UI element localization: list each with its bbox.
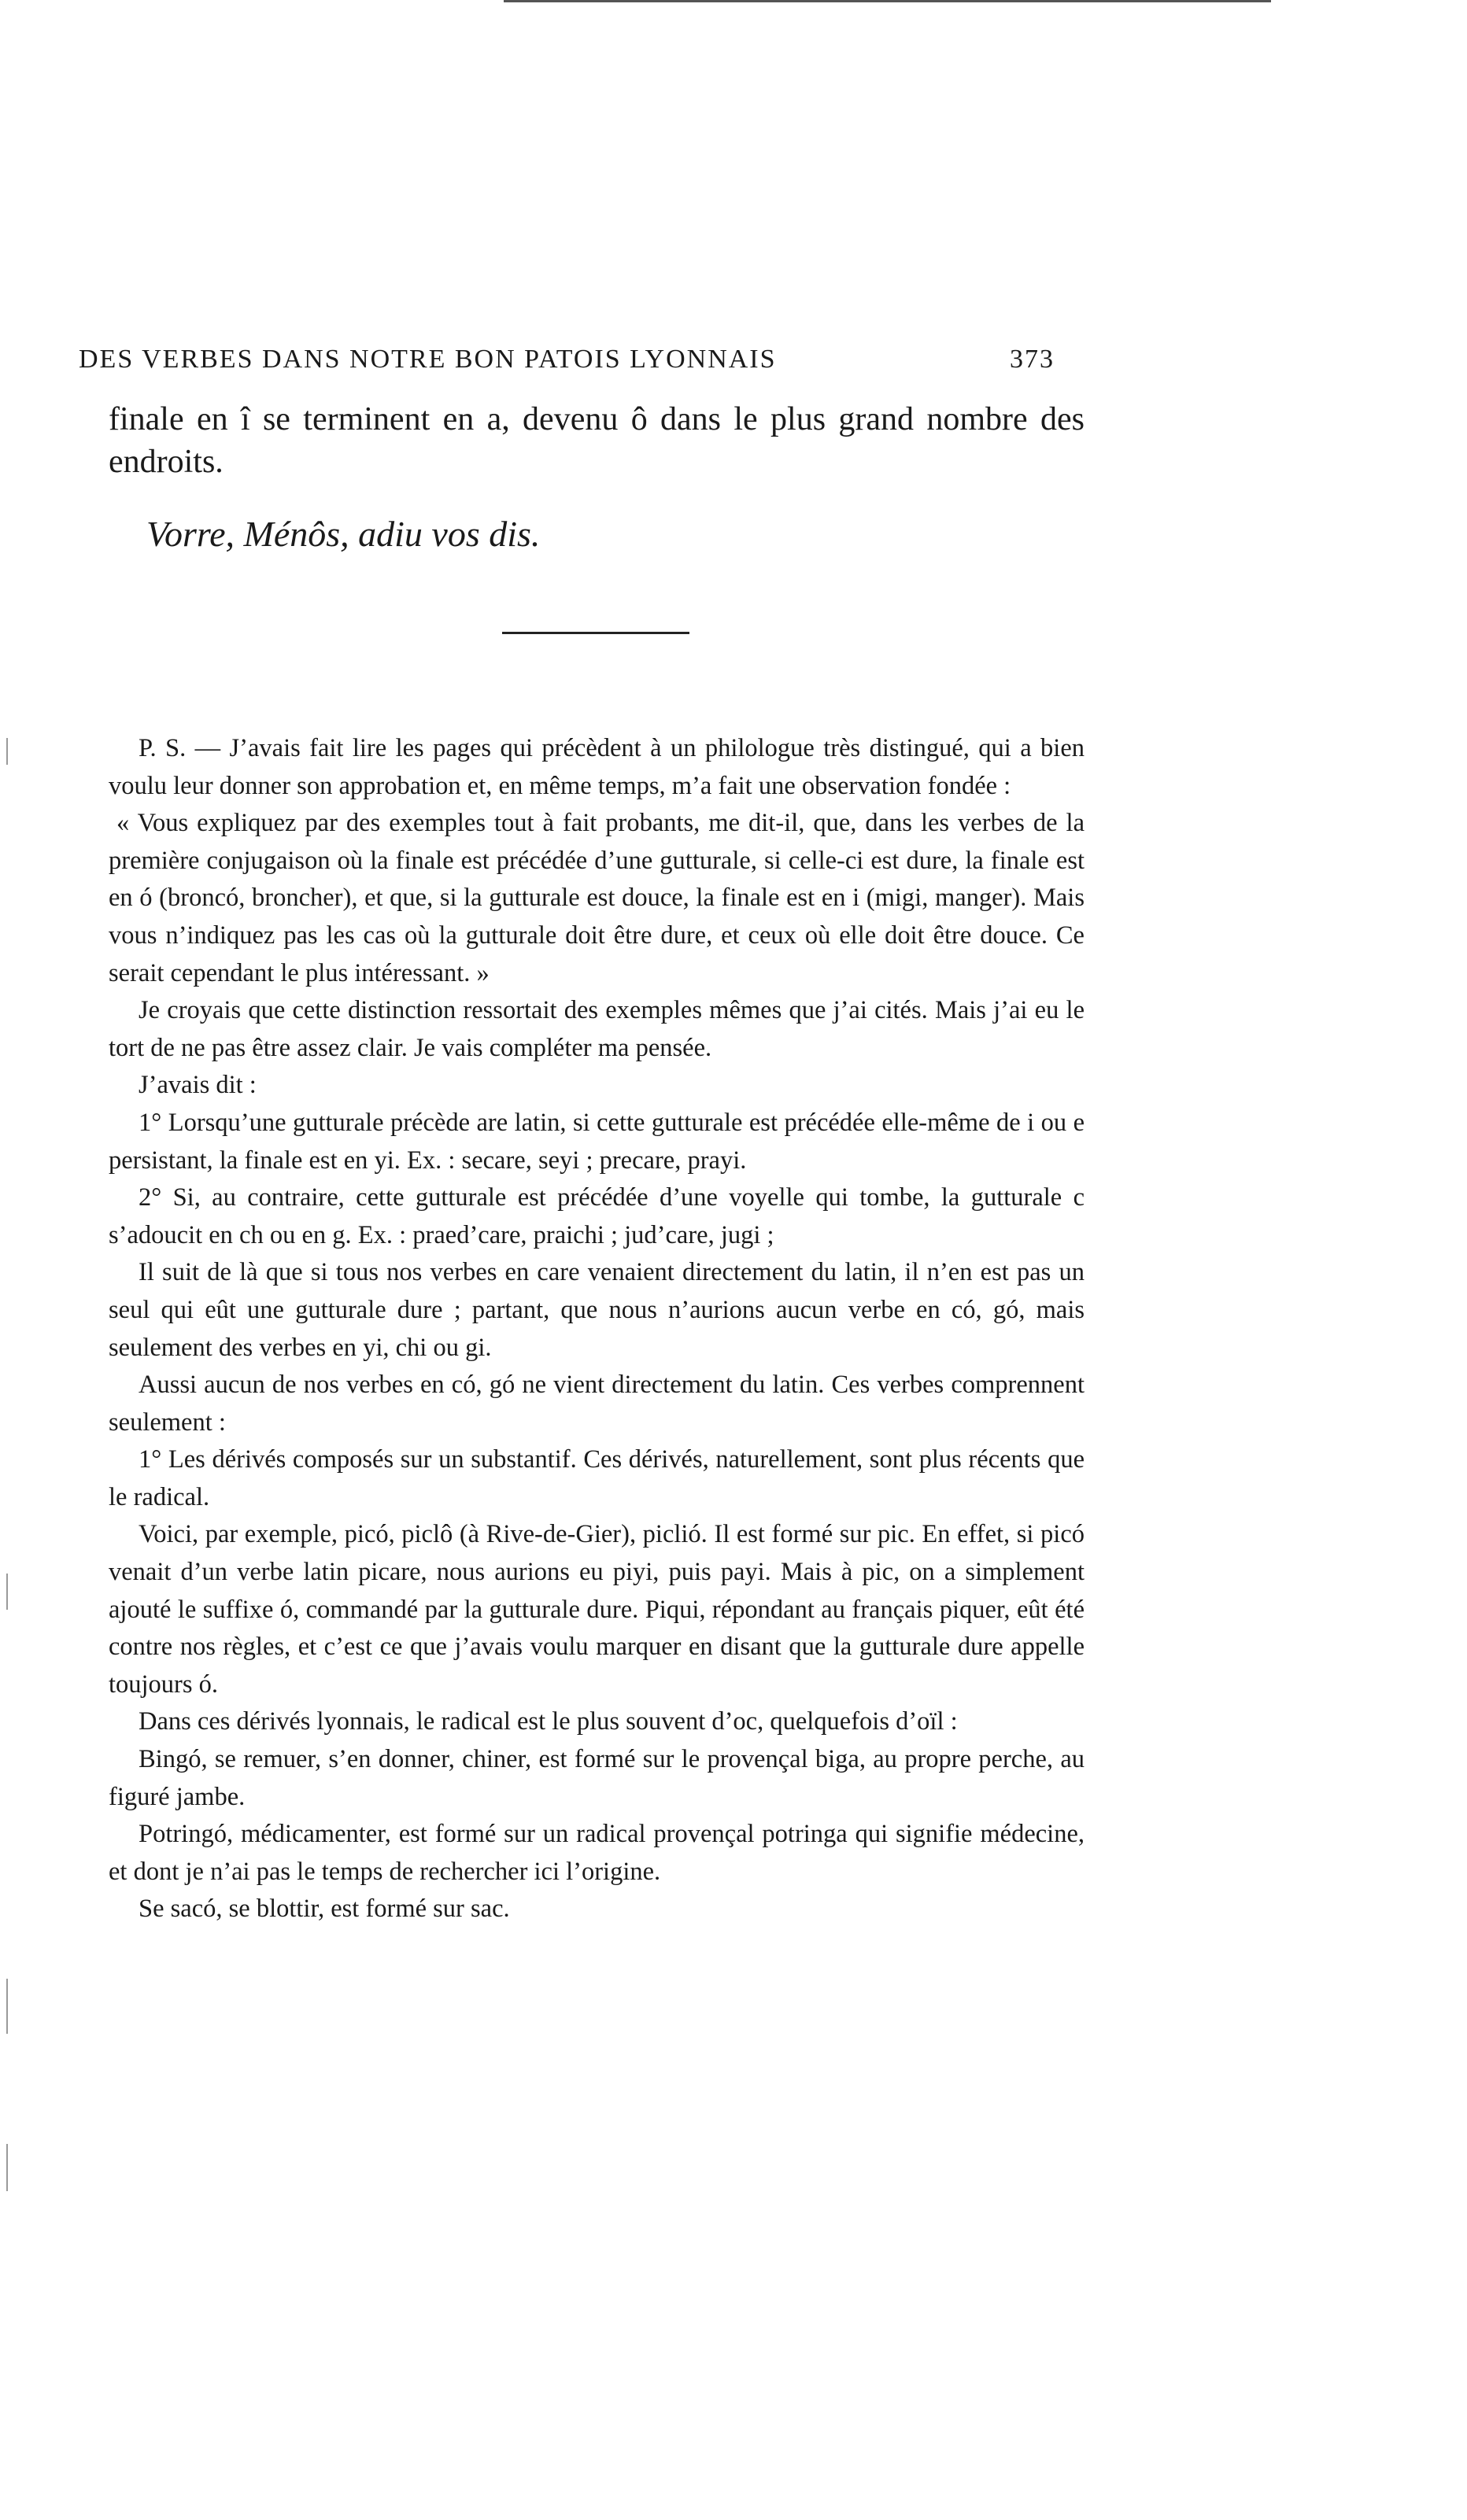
paragraph: Se sacó, se blottir, est formé sur sac. — [139, 1895, 510, 1924]
paragraph: Potringó, médicamenter, est formé sur un radical provençal potringa qui signifie médecine, et dont je n’ai pas le temps de rechercher ici l’origine. — [109, 1820, 1085, 1886]
paragraph: 1° Lorsqu’une gutturale précède are latin, si cette gutturale est précédée elle-même de i ou e persistant, la finale est en yi. Ex. : secare, seyi ; precare, prayi. — [109, 1108, 1085, 1175]
paragraph: Voici, par exemple, picó, piclô (à Rive-de-Gier), piclió. Il est formé sur pic. En effet, si picó venait d’un verbe latin picare, nous aurions eu piyi, puis payi. Mais à pic, on a simplement ajouté le suffixe ó, commandé par la gutturale dure. Piqui, répondant au français piquer, eût été contre nos règles, et c’est ce que j’avais voulu marquer en disant que la gutturale dure appelle toujours ó. — [109, 1520, 1085, 1699]
paragraph: Aussi aucun de nos verbes en có, gó ne vient directement du latin. Ces verbes comprennent seulement : — [109, 1371, 1085, 1437]
page-number: 373 — [1010, 345, 1055, 374]
intro-paragraph: finale en î se terminent en a, devenu ô dans le plus grand nombre des endroits. — [109, 401, 1085, 480]
paragraph: 1° Les dérivés composés sur un substantif. Ces dérivés, naturellement, sont plus récents que le radical. — [109, 1445, 1085, 1511]
paragraph: 2° Si, au contraire, cette gutturale est précédée d’une voyelle qui tombe, la gutturale c s’adoucit en ch ou en g. Ex. : praed’care, praichi ; jud’care, jugi ; — [109, 1183, 1085, 1249]
running-title: DES VERBES DANS NOTRE BON PATOIS LYONNAIS — [79, 345, 777, 374]
postscript — [109, 730, 1085, 1928]
margin-mark — [6, 1979, 8, 2034]
quoted-paragraph: « Vous expliquez par des exemples tout à fait probants, me dit-il, que, dans les verbes de la première conjugaison où la finale est précédée d’une gutturale, si celle-ci est dure, la finale est en ó (broncó, broncher), et que, si la gutturale est douce, la finale est en i (migi, manger). Mais vous n’indiquez pas les cas où la gutturale doit être dure, et ceux où elle doit être douce. Ce serait cependant le plus intéressant. » — [109, 809, 1085, 987]
margin-mark — [6, 1574, 8, 1610]
paragraph: J’avais dit : — [139, 1071, 257, 1100]
margin-mark — [6, 738, 8, 765]
paragraph: Je croyais que cette distinction ressortait des exemples mêmes que j’ai cités. Mais j’ai eu le tort de ne pas être assez clair. Je vais compléter ma pensée. — [109, 996, 1085, 1062]
section-separator — [502, 632, 689, 634]
paragraph: P. S. — J’avais fait lire les pages qui précèdent à un philologue très distingué, qui a bien voulu leur donner son approbation et, en même temps, m’a fait une observation fondée : — [109, 734, 1085, 800]
paragraph: Bingó, se remuer, s’en donner, chiner, est formé sur le provençal biga, au propre perche, au figuré jambe. — [109, 1745, 1085, 1811]
paragraph: Dans ces dérivés lyonnais, le radical est le plus souvent d’oc, quelquefois d’oïl : — [139, 1707, 958, 1736]
closing-line: Vorre, Ménôs, adiu vos dis. — [146, 514, 541, 554]
running-header — [79, 345, 1055, 374]
margin-mark — [6, 2144, 8, 2191]
paragraph: Il suit de là que si tous nos verbes en care venaient directement du latin, il n’en est pas un seul qui eût une gutturale dure ; partant, que nous n’aurions aucun verbe en có, gó, mais seulement des verbes en yi, chi ou gi. — [109, 1258, 1085, 1362]
top-rule — [504, 0, 1271, 2]
